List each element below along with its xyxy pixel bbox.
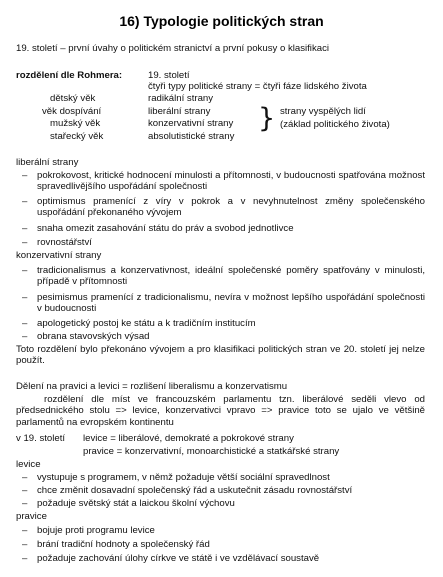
dash-icon: –	[22, 237, 28, 248]
levice-item-3: požaduje světský stát a laickou školní výchovu	[37, 498, 235, 509]
brace-note-1: strany vyspělých lidí	[280, 106, 366, 117]
rohmer-age-3: mužský věk	[50, 118, 101, 129]
liberal-item-2: optimismus pramenící z víry v pokrok a v nevyhnutelnost změny společenského uspořádání překonaného vývojem	[37, 196, 425, 219]
dash-icon: –	[22, 498, 28, 509]
dash-icon: –	[22, 553, 28, 564]
intro-line: 19. století – první úvahy o politickém stranictví a první pokusy o klasifikaci	[16, 43, 330, 54]
liberal-heading: liberální strany	[16, 157, 79, 168]
conservative-item-1: tradicionalismus a konzervativnost, ideální společenské poměry spatřovány v minulosti, případě v přítomnosti	[37, 265, 425, 288]
dash-icon: –	[22, 318, 28, 329]
rohmer-party-2: liberální strany	[148, 106, 211, 117]
dash-icon: –	[22, 196, 28, 207]
rohmer-party-4: absolutistické strany	[148, 131, 235, 142]
leftright-line-1: Dělení na pravici a levici = rozlišení liberalismu a konzervatismu	[16, 381, 288, 392]
pravice-item-2: brání tradiční hodnoty a společenský řád	[37, 539, 210, 550]
rohmer-age-4: stařecký věk	[50, 131, 104, 142]
liberal-item-3: snaha omezit zasahování státu do práv a svobod jednotlivce	[37, 223, 294, 234]
pravice-item-3: požaduje zachování úlohy církve ve státě i ve vzdělávací soustavě	[37, 553, 320, 564]
rohmer-heading: rozdělení dle Rohmera:	[16, 70, 123, 81]
dash-icon: –	[22, 331, 28, 342]
dash-icon: –	[22, 485, 28, 496]
conservative-heading: konzervativní strany	[16, 250, 102, 261]
levice-item-2: chce změnit dosavadní společenský řád a uskutečnit zásadu rovnostářství	[37, 485, 353, 496]
dash-icon: –	[22, 223, 28, 234]
conservative-item-2: pesimismus pramenící z tradicionalismu, nevíra v možnost lepšího uspořádání společnosti v budoucnosti	[37, 292, 425, 315]
brace-note-2: (základ politického života)	[280, 119, 390, 130]
leftright-paragraph: rozdělení dle míst ve francouzském parlamentu tzn. liberálové seděli vlevo od předsednického stolu => levice, konzervativci vpravo => pravice toto se ujalo ve většině parlamentů na evropském kontinentu	[16, 394, 425, 428]
levice-item-1: vystupuje s programem, v němž požaduje větší sociální spravedlnost	[37, 472, 330, 483]
c19-label: v 19. století	[16, 433, 66, 444]
c19-pravice: pravice = konzervativní, monoarchistické a statkářské strany	[83, 446, 340, 457]
rohmer-age-2: věk dospívání	[42, 106, 102, 117]
pravice-item-1: bojuje proti programu levice	[37, 525, 155, 536]
liberal-item-4: rovnostářství	[37, 237, 92, 248]
liberal-item-1: pokrokovost, kritické hodnocení minulosti a přítomnosti, v budoucnosti spatřována možnost spravedlivějšího uspořádání společnosti	[37, 170, 425, 193]
page-title: 16) Typologie politických stran	[119, 13, 324, 29]
rohmer-subtitle: čtyři typy politické strany = čtyři fáze lidského života	[148, 81, 367, 92]
c19-levice: levice = liberálové, demokraté a pokrokové strany	[83, 433, 294, 444]
dash-icon: –	[22, 265, 28, 276]
rohmer-century: 19. století	[148, 70, 190, 81]
dash-icon: –	[22, 525, 28, 536]
dash-icon: –	[22, 472, 28, 483]
summary-paragraph: Toto rozdělení bylo překonáno vývojem a pro klasifikaci politických stran ve 20. století jej nelze použít.	[16, 344, 425, 367]
rohmer-party-1: radikální strany	[148, 93, 214, 104]
dash-icon: –	[22, 170, 28, 181]
right-brace-icon: }	[258, 103, 276, 134]
dash-icon: –	[22, 292, 28, 303]
levice-heading: levice	[16, 459, 41, 470]
rohmer-party-3: konzervativní strany	[148, 118, 234, 129]
dash-icon: –	[22, 539, 28, 550]
conservative-item-3: apologetický postoj ke státu a k tradičním institucím	[37, 318, 256, 329]
conservative-item-4: obrana stavovských výsad	[37, 331, 150, 342]
pravice-heading: pravice	[16, 511, 47, 522]
rohmer-age-1: dětský věk	[50, 93, 96, 104]
